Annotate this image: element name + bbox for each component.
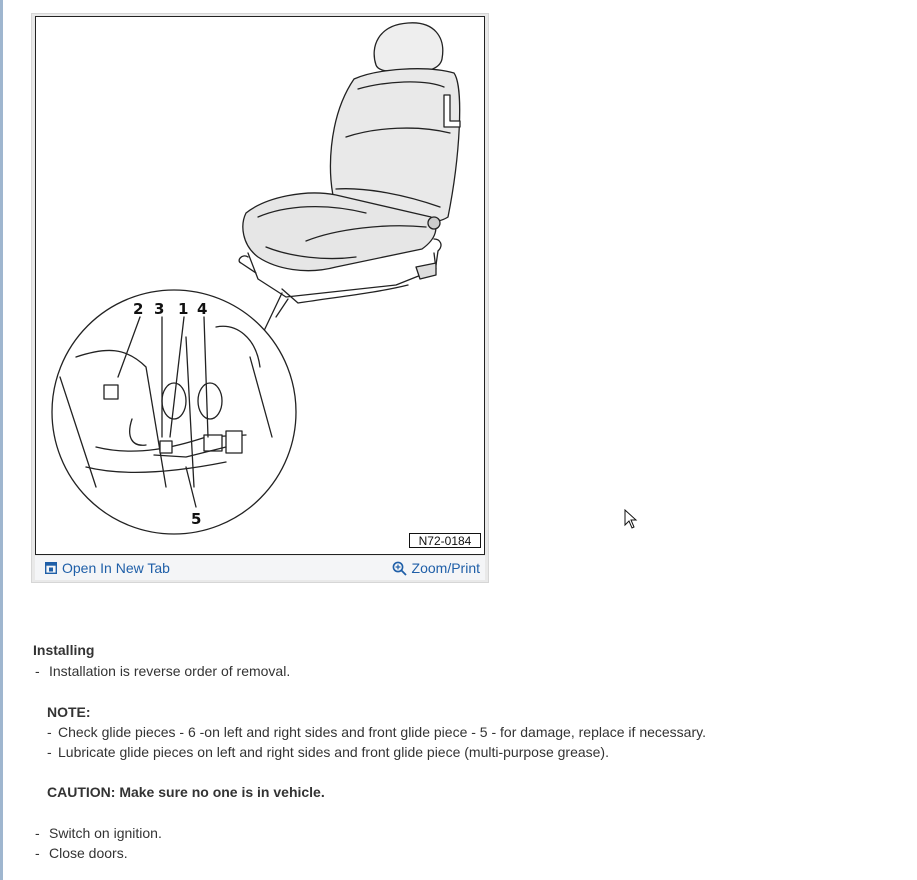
- note-label: NOTE:: [47, 704, 91, 720]
- step-item: - Switch on ignition.: [35, 825, 162, 841]
- open-in-new-tab-link[interactable]: [45, 560, 170, 576]
- callout-2: 2: [133, 300, 144, 318]
- callout-1: 1: [178, 300, 189, 318]
- figure-toolbar: [35, 556, 485, 580]
- figure-id-label: N72-0184: [409, 533, 481, 548]
- open-new-tab-icon: [45, 562, 57, 574]
- callout-5: 5: [191, 510, 202, 528]
- figure-container: [31, 13, 489, 583]
- magnifier-zoom-icon: [392, 561, 407, 576]
- section-heading: Installing: [33, 642, 95, 658]
- step-item: - Close doors.: [35, 845, 128, 861]
- callout-3: 3: [154, 300, 165, 318]
- caution-text: CAUTION: Make sure no one is in vehicle.: [47, 784, 325, 800]
- seat-illustration[interactable]: [35, 16, 485, 555]
- zoom-print-link[interactable]: [392, 560, 480, 576]
- note-item: - Check glide pieces - 6 -on left and right sides and front glide piece - 5 - for damage, replace if necessary.: [47, 724, 706, 740]
- left-edge-strip: [0, 0, 3, 880]
- seat-drawing: [36, 17, 483, 553]
- open-in-new-tab-label: Open In New Tab: [62, 560, 170, 576]
- note-item: - Lubricate glide pieces on left and right sides and front glide piece (multi-purpose grease).: [47, 744, 609, 760]
- callout-4: 4: [197, 300, 208, 318]
- mouse-pointer-icon: [624, 509, 638, 529]
- zoom-print-label: Zoom/Print: [411, 560, 480, 576]
- step-item: - Installation is reverse order of removal.: [35, 663, 291, 679]
